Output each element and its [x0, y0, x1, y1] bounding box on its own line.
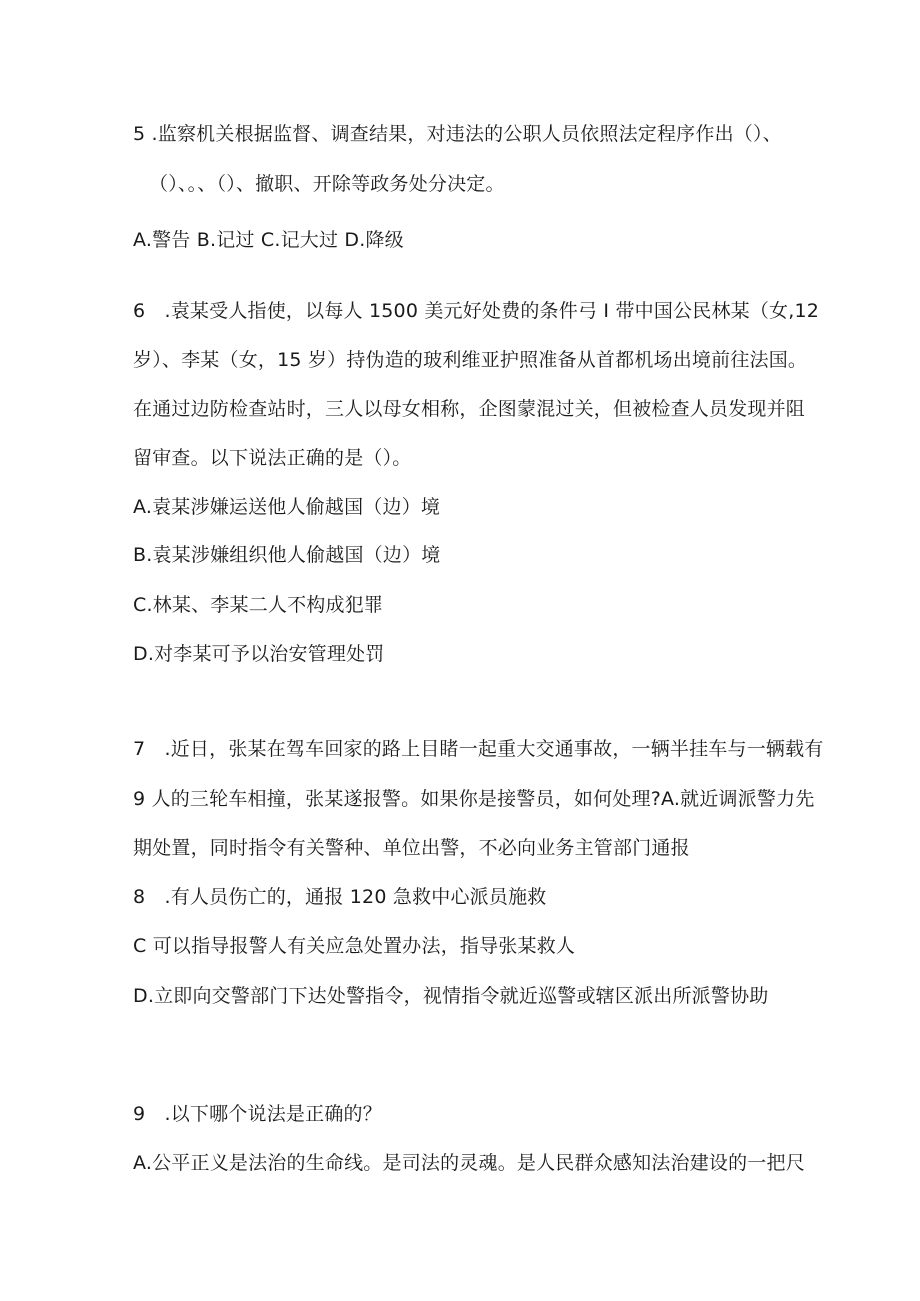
q6-option-b: B.袁某涉嫌组织他人偷越国（边）境 — [133, 544, 441, 566]
q7-option-c: C 可以指导报警人有关应急处置办法，指导张某救人 — [133, 935, 576, 957]
q6-stem-line-1: 6 .袁某受人指使，以每人 1500 美元好处费的条件弓 I 带中国公民林某（女,12 — [133, 300, 820, 322]
q6-stem-line-2: 岁）、李某（女，15 岁）持伪造的玻利维亚护照准备从首都机场出境前往法国。 — [133, 349, 808, 371]
q7-stem-line-3: 期处置，同时指令有关警种、单位出警，不必向业务主管部门通报 — [133, 837, 690, 859]
q6-stem-line-4: 留审查。以下说法正确的是（）。 — [133, 447, 412, 469]
q5-options: A.警告 B.记过 C.记大过 D.降级 — [133, 229, 404, 251]
q6-option-c: C.林某、李某二人不构成犯罪 — [133, 594, 384, 616]
q7-option-b: 8 .有人员伤亡的，通报 120 急救中心派员施救 — [133, 886, 547, 908]
q6-stem-line-3: 在通过边防检查站时，三人以母女相称，企图蒙混过关，但被检查人员发现并阻 — [133, 398, 806, 420]
q5-stem-line-1: 5 .监察机关根据监督、调查结果，对违法的公职人员依照法定程序作出（）、 — [133, 123, 782, 145]
q9-option-a: A.公平正义是法治的生命线。是司法的灵魂。是人民群众感知法治建设的一把尺 — [133, 1152, 805, 1174]
q7-stem-line-2: 9 人的三轮车相撞，张某遂报警。如果你是接警员，如何处理?A.就近调派警力先 — [133, 788, 815, 810]
q6-option-a: A.袁某涉嫌运送他人偷越国（边）境 — [133, 496, 441, 518]
q7-stem-line-1: 7 .近日，张某在驾车回家的路上目睹一起重大交通事故，一辆半挂车与一辆载有 — [133, 738, 824, 760]
q5-stem-line-2: （）、。、（）、撤职、开除等政务处分决定。 — [149, 173, 505, 195]
q7-option-d: D.立即向交警部门下达处警指令，视情指令就近巡警或辖区派出所派警协助 — [133, 985, 769, 1007]
q6-option-d: D.对李某可予以治安管理处罚 — [133, 643, 385, 665]
q9-stem: 9 .以下哪个说法是正确的？ — [133, 1103, 382, 1125]
